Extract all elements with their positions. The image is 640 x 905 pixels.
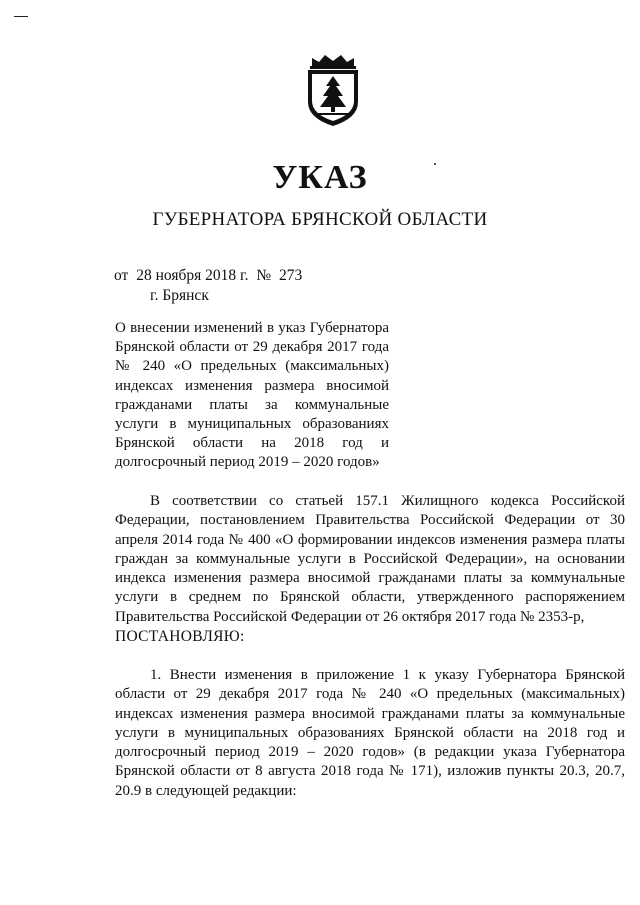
margin-mark xyxy=(14,16,28,17)
decree-number: 273 xyxy=(279,267,303,284)
decree-date: 28 ноября 2018 г. xyxy=(136,267,249,284)
document-subtitle: ГУБЕРНАТОРА БРЯНСКОЙ ОБЛАСТИ xyxy=(152,209,488,230)
date-prefix: от xyxy=(114,267,129,284)
date-line xyxy=(114,266,306,286)
coat-of-arms-icon xyxy=(302,52,364,128)
clause-1-paragraph: 1. Внести изменения в приложение 1 к указу Губернатора Брянской области от 29 декабря 2017 года № 240 «О предельных (максимальных) индексах изменения размера вносимой гражданами платы за коммунальные услуги в муниципальных образованиях Брянской области на 2018 год и долгосрочный период 2019 – 2020 годов» (в редакции указа Губернатора Брянской области от 8 августа 2018 года № 171), изложив пункты 20.3, 20.7, 20.9 в следующей редакции: xyxy=(115,667,625,799)
city: г. Брянск xyxy=(150,287,209,304)
document-title: УКАЗ xyxy=(272,159,368,196)
preamble-paragraph: В соответствии со статьей 157.1 Жилищного кодекса Российской Федерации, постановлением Правительства Российской Федерации от 30 апреля 2014 года № 400 «О формировании индексов изменения размера платы граждан за коммунальные услуги в Российской Федерации», на основании индекса изменения размера вносимой гражданами платы за коммунальные услуги в среднем по Брянской области, утвержденного распоряжением Правительства Российской Федерации от 26 октября 2017 года № 2353-р, xyxy=(115,493,625,625)
decree-subject: О внесении изменений в указ Губернатора Брянской области от 29 декабря 2017 года № 240 «О предельных (максимальных) индексах изменения размера вносимой гражданами платы за коммунальные услуги в муниципальных образованиях Брянской области на 2018 год и долгосрочный период 2019 – 2020 годов» xyxy=(115,320,389,471)
decree-word: ПОСТАНОВЛЯЮ: xyxy=(115,628,245,645)
number-sign: № xyxy=(256,267,272,284)
